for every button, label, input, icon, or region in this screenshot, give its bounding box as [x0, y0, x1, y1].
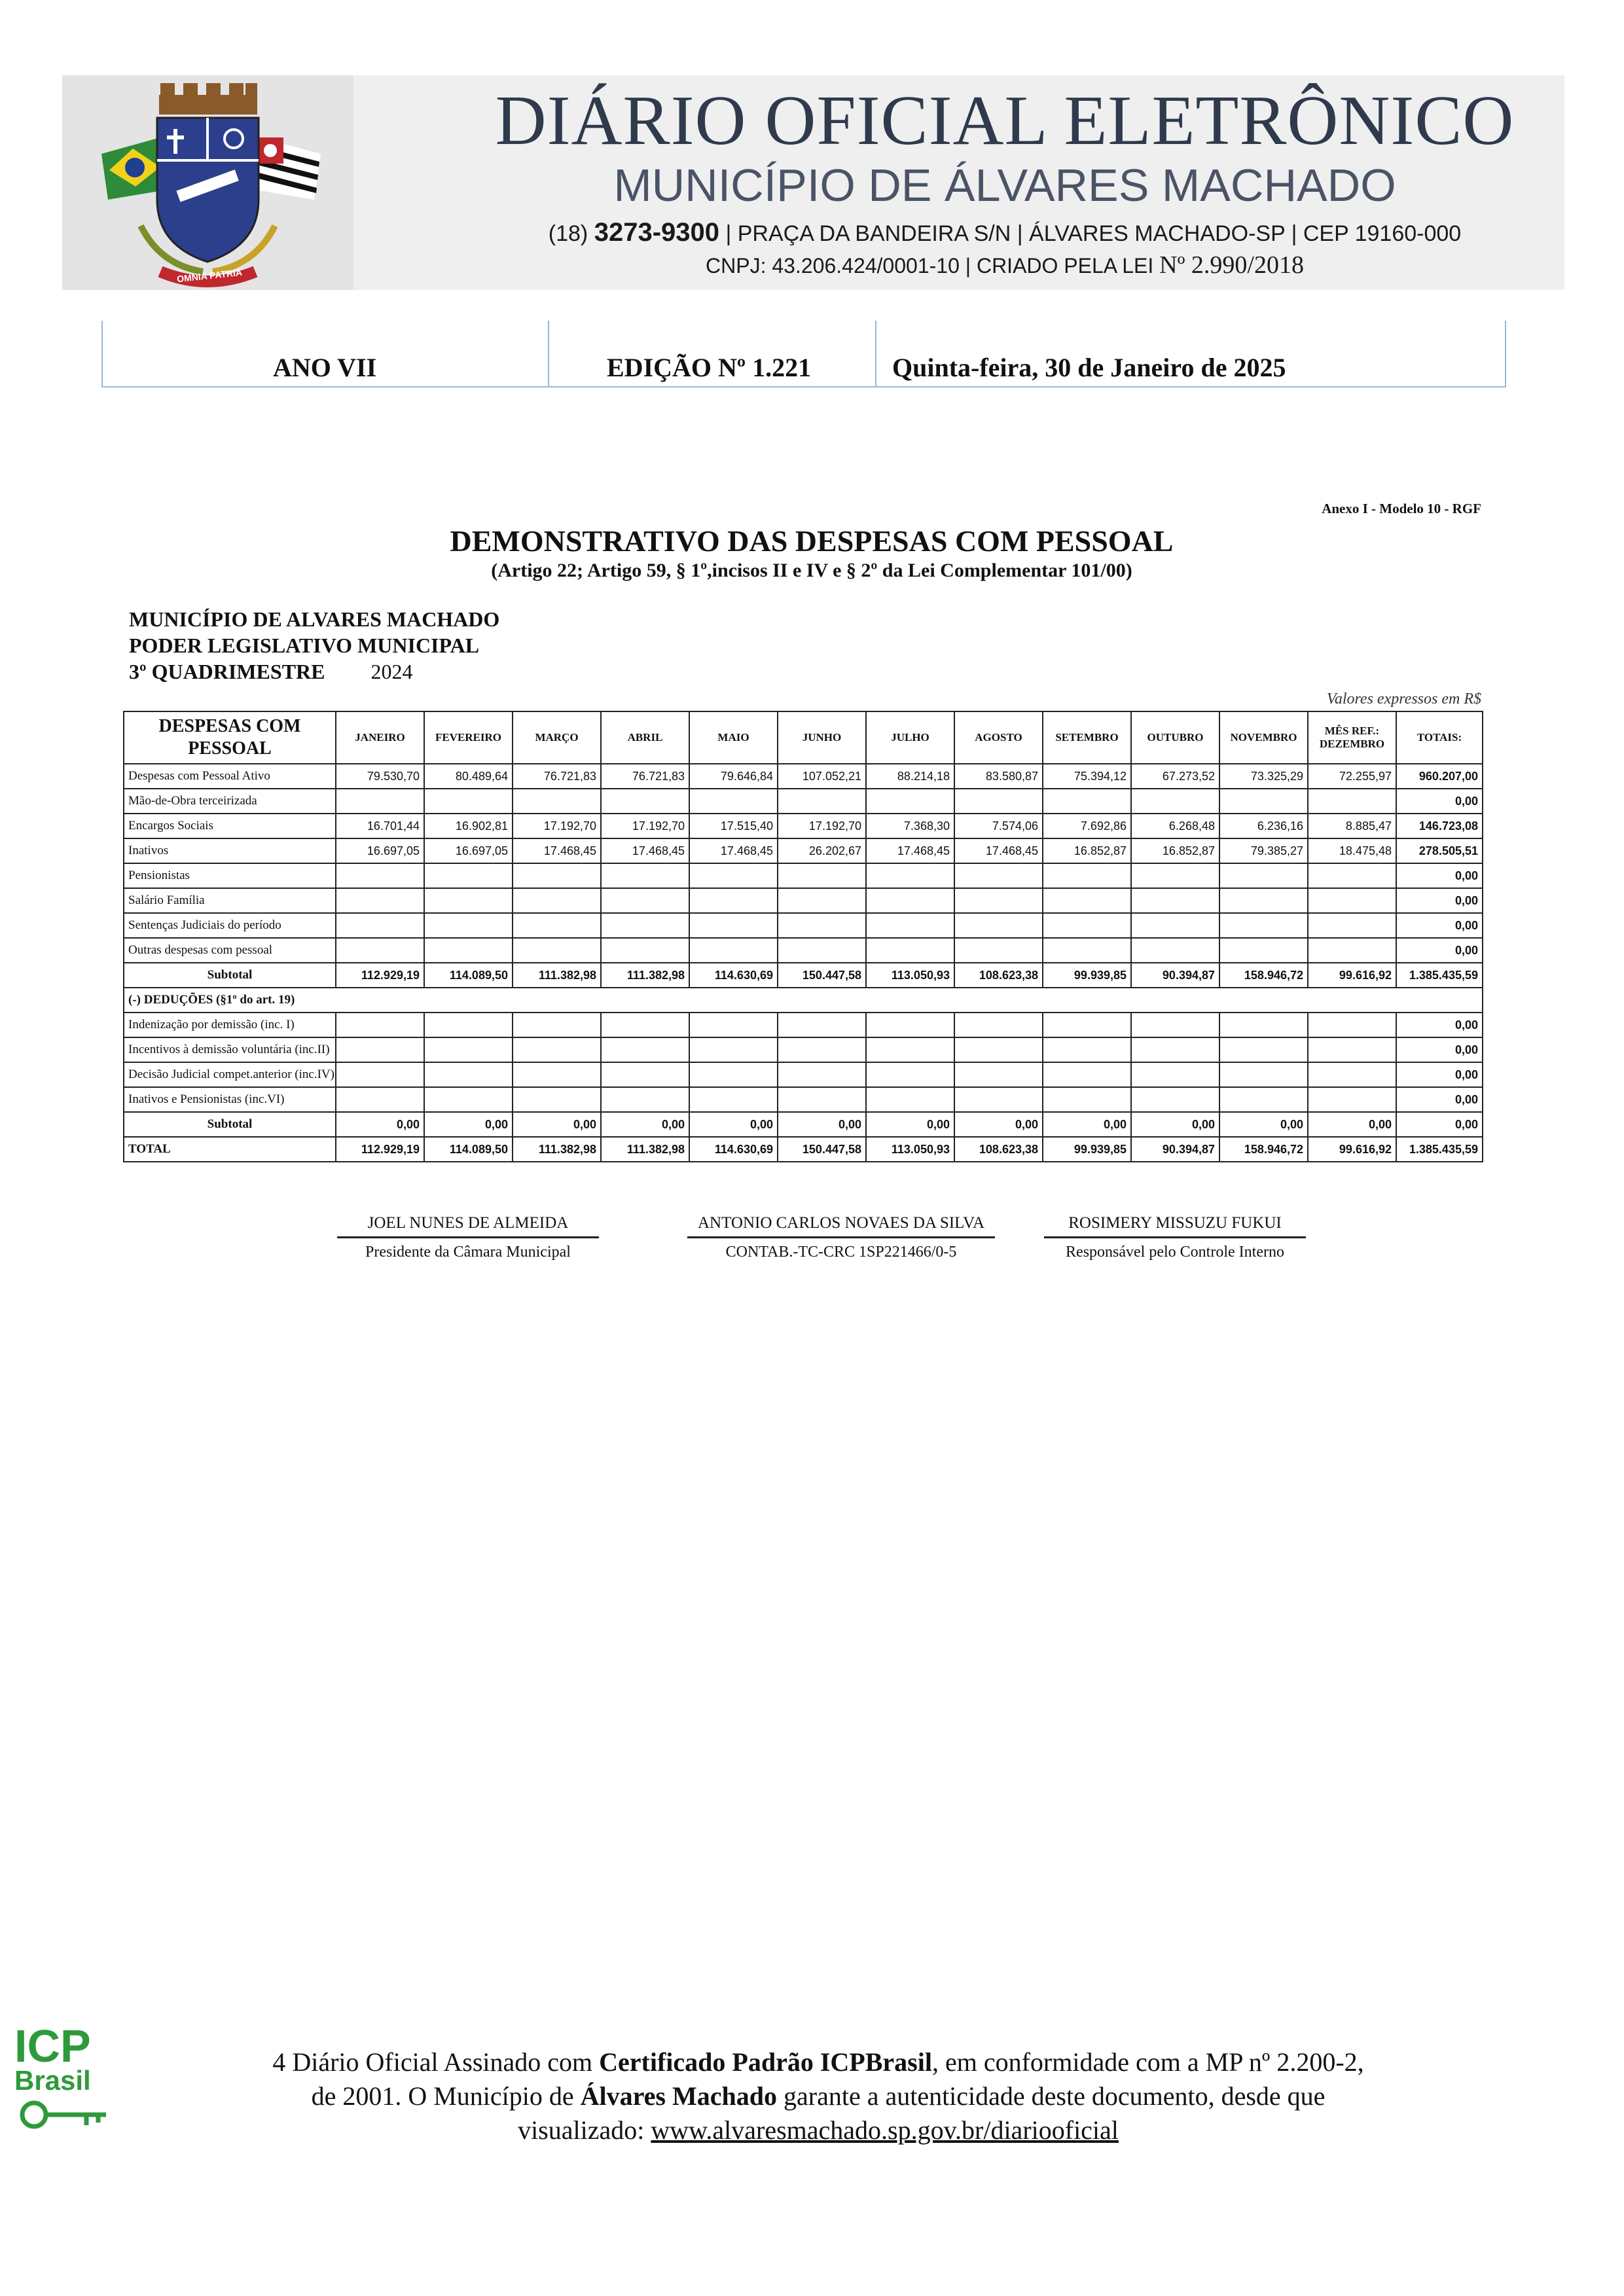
- table-cell: 114.089,50: [424, 963, 513, 988]
- table-cell: [336, 789, 424, 814]
- column-header: MÊS REF.: DEZEMBRO: [1308, 711, 1396, 764]
- table-cell: [336, 1037, 424, 1062]
- table-cell: 18.475,48: [1308, 838, 1396, 863]
- table-cell: 108.623,38: [954, 963, 1043, 988]
- table-cell: [689, 913, 778, 938]
- address: | PRAÇA DA BANDEIRA S/N | ÁLVARES MACHADO-SP | CEP 19160-000: [725, 221, 1462, 246]
- table-cell: 0,00: [601, 1112, 689, 1137]
- table-cell: 16.852,87: [1043, 838, 1131, 863]
- table-cell: 114.630,69: [689, 1137, 778, 1162]
- signatory-name: JOEL NUNES DE ALMEIDA: [337, 1214, 599, 1238]
- row-label: Incentivos à demissão voluntária (inc.II): [124, 1037, 336, 1062]
- column-header: TOTAIS:: [1396, 711, 1483, 764]
- table-cell: [336, 913, 424, 938]
- table-cell: 80.489,64: [424, 764, 513, 789]
- table-cell: [1219, 1087, 1308, 1112]
- table-cell: [336, 863, 424, 888]
- table-cell: [778, 1062, 866, 1087]
- table-cell: [778, 1013, 866, 1037]
- signature-1: [337, 1214, 599, 1261]
- table-cell: [689, 1013, 778, 1037]
- table-cell: [778, 938, 866, 963]
- table-cell: [778, 1087, 866, 1112]
- row-label: Inativos: [124, 838, 336, 863]
- table-cell: [1219, 789, 1308, 814]
- table-cell: [1131, 888, 1219, 913]
- table-cell: 17.515,40: [689, 814, 778, 838]
- table-cell: [1131, 1013, 1219, 1037]
- table-cell: [1131, 863, 1219, 888]
- table-cell: 7.368,30: [866, 814, 954, 838]
- table-cell: 79.530,70: [336, 764, 424, 789]
- row-label: Outras despesas com pessoal: [124, 938, 336, 963]
- period-year: 2024: [370, 660, 413, 683]
- table-cell: 16.701,44: [336, 814, 424, 838]
- annex-label: Anexo I - Modelo 10 - RGF: [1322, 501, 1481, 516]
- subtotal-row: [124, 1112, 1483, 1137]
- row-label: Decisão Judicial compet.anterior (inc.IV): [124, 1062, 336, 1087]
- table-cell: [778, 789, 866, 814]
- table-cell: 17.192,70: [601, 814, 689, 838]
- row-total-cell: 0,00: [1396, 913, 1483, 938]
- footer-text: visualizado:: [518, 2115, 651, 2145]
- table-cell: [424, 1062, 513, 1087]
- footer-notice: [196, 2045, 1440, 2147]
- table-cell: [336, 1062, 424, 1087]
- table-cell: 0,00: [1131, 1112, 1219, 1137]
- table-cell: [866, 938, 954, 963]
- table-cell: [1131, 913, 1219, 938]
- table-row: [124, 938, 1483, 963]
- table-cell: 17.468,45: [601, 838, 689, 863]
- column-header-category: DESPESAS COM PESSOAL: [124, 711, 336, 764]
- table-cell: [424, 888, 513, 913]
- table-cell: [424, 1037, 513, 1062]
- masthead: [62, 75, 1564, 290]
- table-row: [124, 863, 1483, 888]
- table-cell: [336, 1087, 424, 1112]
- table-cell: 158.946,72: [1219, 963, 1308, 988]
- table-cell: 111.382,98: [513, 1137, 601, 1162]
- phone-prefix: (18): [548, 221, 588, 246]
- row-total-cell: 1.385.435,59: [1396, 1137, 1483, 1162]
- table-cell: [866, 1087, 954, 1112]
- table-cell: 76.721,83: [513, 764, 601, 789]
- row-label: Inativos e Pensionistas (inc.VI): [124, 1087, 336, 1112]
- table-cell: [601, 913, 689, 938]
- table-cell: 6.236,16: [1219, 814, 1308, 838]
- table-cell: [866, 1037, 954, 1062]
- table-cell: [513, 789, 601, 814]
- table-cell: [1131, 1062, 1219, 1087]
- phone-number: 3273-9300: [594, 218, 719, 247]
- table-cell: [1219, 1037, 1308, 1062]
- table-cell: 0,00: [513, 1112, 601, 1137]
- municipality: MUNICÍPIO DE ALVARES MACHADO: [129, 607, 500, 631]
- column-header: MAIO: [689, 711, 778, 764]
- table-cell: [689, 863, 778, 888]
- expenses-table: [123, 711, 1483, 1162]
- column-header: SETEMBRO: [1043, 711, 1131, 764]
- table-cell: [689, 888, 778, 913]
- table-cell: 72.255,97: [1308, 764, 1396, 789]
- key-icon: [14, 2095, 113, 2134]
- table-cell: [954, 1037, 1043, 1062]
- deduction-row: [124, 1037, 1483, 1062]
- period-label: 3º QUADRIMESTRE: [129, 660, 325, 683]
- table-cell: [689, 1087, 778, 1112]
- table-cell: [866, 789, 954, 814]
- footer-text-bold: Certificado Padrão ICPBrasil: [599, 2047, 932, 2077]
- table-cell: [778, 1037, 866, 1062]
- table-cell: [1219, 1013, 1308, 1037]
- deduction-row: [124, 1062, 1483, 1087]
- table-cell: 112.929,19: [336, 1137, 424, 1162]
- row-total-cell: 0,00: [1396, 789, 1483, 814]
- table-cell: 7.692,86: [1043, 814, 1131, 838]
- table-cell: 88.214,18: [866, 764, 954, 789]
- table-cell: [778, 913, 866, 938]
- table-cell: [778, 863, 866, 888]
- table-cell: [1308, 1087, 1396, 1112]
- table-cell: [1131, 1037, 1219, 1062]
- row-label: Subtotal: [124, 963, 336, 988]
- entity: PODER LEGISLATIVO MUNICIPAL: [129, 634, 480, 657]
- subtotal-row: [124, 963, 1483, 988]
- table-cell: [424, 789, 513, 814]
- table-cell: 108.623,38: [954, 1137, 1043, 1162]
- table-cell: [513, 1037, 601, 1062]
- row-label: Salário Família: [124, 888, 336, 913]
- brasil-logo-text: Brasil: [14, 2065, 91, 2096]
- table-cell: [954, 1062, 1043, 1087]
- signatory-name: ROSIMERY MISSUZU FUKUI: [1044, 1214, 1306, 1238]
- row-label: TOTAL: [124, 1137, 336, 1162]
- table-cell: 99.616,92: [1308, 963, 1396, 988]
- table-cell: 99.939,85: [1043, 1137, 1131, 1162]
- table-cell: 67.273,52: [1131, 764, 1219, 789]
- table-cell: [689, 1062, 778, 1087]
- column-header: FEVEREIRO: [424, 711, 513, 764]
- report-title: DEMONSTRATIVO DAS DESPESAS COM PESSOAL: [450, 524, 1174, 558]
- row-label: Sentenças Judiciais do período: [124, 913, 336, 938]
- row-total-cell: 146.723,08: [1396, 814, 1483, 838]
- table-cell: 26.202,67: [778, 838, 866, 863]
- table-cell: [336, 1013, 424, 1037]
- column-header: JANEIRO: [336, 711, 424, 764]
- row-total-cell: 0,00: [1396, 888, 1483, 913]
- table-cell: [1043, 863, 1131, 888]
- table-cell: 114.089,50: [424, 1137, 513, 1162]
- table-cell: 150.447,58: [778, 963, 866, 988]
- table-cell: 7.574,06: [954, 814, 1043, 838]
- table-cell: 76.721,83: [601, 764, 689, 789]
- table-cell: 99.616,92: [1308, 1137, 1396, 1162]
- table-cell: 0,00: [424, 1112, 513, 1137]
- row-total-cell: 278.505,51: [1396, 838, 1483, 863]
- table-cell: [954, 863, 1043, 888]
- table-cell: 107.052,21: [778, 764, 866, 789]
- column-header: NOVEMBRO: [1219, 711, 1308, 764]
- masthead-cnpj: [448, 251, 1561, 279]
- table-cell: 17.468,45: [689, 838, 778, 863]
- table-row: [124, 764, 1483, 789]
- table-cell: 0,00: [954, 1112, 1043, 1137]
- cnpj: CNPJ: 43.206.424/0001-10 | CRIADO PELA LEI: [706, 254, 1154, 278]
- row-total-cell: 0,00: [1396, 938, 1483, 963]
- table-cell: [1219, 863, 1308, 888]
- table-cell: 111.382,98: [601, 1137, 689, 1162]
- table-cell: 16.697,05: [424, 838, 513, 863]
- footer-text: Diário Oficial Assinado com: [285, 2047, 600, 2077]
- deductions-header-row: [124, 988, 1483, 1013]
- table-cell: [1308, 888, 1396, 913]
- table-cell: 79.385,27: [1219, 838, 1308, 863]
- table-cell: 90.394,87: [1131, 963, 1219, 988]
- table-cell: [601, 938, 689, 963]
- table-cell: [1308, 863, 1396, 888]
- table-cell: [954, 789, 1043, 814]
- table-cell: [513, 1087, 601, 1112]
- signature-2: [687, 1214, 995, 1261]
- table-cell: 113.050,93: [866, 1137, 954, 1162]
- signatory-role: Responsável pelo Controle Interno: [1066, 1244, 1284, 1261]
- period: [129, 660, 412, 684]
- row-label: Pensionistas: [124, 863, 336, 888]
- row-label: Despesas com Pessoal Ativo: [124, 764, 336, 789]
- table-cell: [1131, 1087, 1219, 1112]
- table-cell: [778, 888, 866, 913]
- table-cell: [336, 938, 424, 963]
- table-cell: 17.468,45: [866, 838, 954, 863]
- table-cell: [1219, 938, 1308, 963]
- row-total-cell: 1.385.435,59: [1396, 963, 1483, 988]
- column-header: JULHO: [866, 711, 954, 764]
- row-total-cell: 0,00: [1396, 1037, 1483, 1062]
- table-cell: 99.939,85: [1043, 963, 1131, 988]
- table-cell: [866, 1013, 954, 1037]
- row-total-cell: 0,00: [1396, 1013, 1483, 1037]
- table-cell: [1043, 913, 1131, 938]
- table-cell: [689, 1037, 778, 1062]
- row-label: Mão-de-Obra terceirizada: [124, 789, 336, 814]
- table-cell: [601, 789, 689, 814]
- table-cell: [424, 913, 513, 938]
- values-note: Valores expressos em R$: [1326, 691, 1481, 708]
- table-cell: 0,00: [689, 1112, 778, 1137]
- table-cell: 0,00: [336, 1112, 424, 1137]
- table-cell: [424, 1087, 513, 1112]
- table-cell: 16.697,05: [336, 838, 424, 863]
- table-cell: 0,00: [1043, 1112, 1131, 1137]
- table-cell: 75.394,12: [1043, 764, 1131, 789]
- column-header: AGOSTO: [954, 711, 1043, 764]
- table-cell: 73.325,29: [1219, 764, 1308, 789]
- row-label: Indenização por demissão (inc. I): [124, 1013, 336, 1037]
- table-row: [124, 913, 1483, 938]
- table-cell: 150.447,58: [778, 1137, 866, 1162]
- law-number: Nº 2.990/2018: [1159, 251, 1304, 279]
- table-cell: [1043, 938, 1131, 963]
- table-cell: [954, 1087, 1043, 1112]
- edition-number: EDIÇÃO Nº 1.221: [607, 353, 812, 382]
- edition-date: Quinta-feira, 30 de Janeiro de 2025: [892, 353, 1286, 382]
- table-row: [124, 789, 1483, 814]
- deductions-header: (-) DEDUÇÕES (§1º do art. 19): [124, 988, 1483, 1013]
- table-row: [124, 888, 1483, 913]
- table-cell: 158.946,72: [1219, 1137, 1308, 1162]
- table-cell: [1043, 1062, 1131, 1087]
- signatory-role: Presidente da Câmara Municipal: [365, 1244, 571, 1261]
- table-row: [124, 838, 1483, 863]
- table-cell: 0,00: [778, 1112, 866, 1137]
- table-cell: [1219, 888, 1308, 913]
- footer-text: , em conformidade com a MP nº 2.200-2,: [931, 2047, 1364, 2077]
- table-cell: [1219, 1062, 1308, 1087]
- icp-brasil-logo: [14, 2020, 113, 2137]
- masthead-title: DIÁRIO OFICIAL ELETRÔNICO: [495, 82, 1515, 160]
- table-cell: [513, 1062, 601, 1087]
- table-cell: [954, 938, 1043, 963]
- table-cell: [601, 1087, 689, 1112]
- table-cell: 0,00: [866, 1112, 954, 1137]
- table-cell: [1308, 913, 1396, 938]
- signatory-role: CONTAB.-TC-CRC 1SP221466/0-5: [725, 1244, 957, 1261]
- deduction-row: [124, 1087, 1483, 1112]
- table-cell: [1131, 789, 1219, 814]
- table-cell: 113.050,93: [866, 963, 954, 988]
- table-header-row: [124, 711, 1483, 764]
- table-cell: 17.468,45: [513, 838, 601, 863]
- signature-3: [1044, 1214, 1306, 1261]
- table-cell: [689, 789, 778, 814]
- table-cell: 111.382,98: [601, 963, 689, 988]
- table-cell: [513, 938, 601, 963]
- footer-text: garante a autenticidade deste documento, desde que: [777, 2081, 1326, 2111]
- table-row: [124, 814, 1483, 838]
- table-cell: 79.646,84: [689, 764, 778, 789]
- table-cell: [954, 913, 1043, 938]
- table-cell: [601, 1062, 689, 1087]
- report-subtitle: (Artigo 22; Artigo 59, § 1º,incisos II e IV e § 2º da Lei Complementar 101/00): [491, 560, 1132, 581]
- table-cell: [1043, 1037, 1131, 1062]
- table-cell: 17.468,45: [954, 838, 1043, 863]
- crest-motto: OMNIA PATRIA: [176, 266, 243, 285]
- row-label: Subtotal: [124, 1112, 336, 1137]
- masthead-subtitle: MUNICÍPIO DE ÁLVARES MACHADO: [613, 160, 1396, 211]
- deduction-row: [124, 1013, 1483, 1037]
- table-cell: [954, 1013, 1043, 1037]
- table-cell: [689, 938, 778, 963]
- table-cell: 0,00: [1308, 1112, 1396, 1137]
- table-cell: [1219, 913, 1308, 938]
- table-cell: [424, 1013, 513, 1037]
- table-cell: 83.580,87: [954, 764, 1043, 789]
- table-cell: [1043, 789, 1131, 814]
- table-cell: 6.268,48: [1131, 814, 1219, 838]
- table-cell: 17.192,70: [778, 814, 866, 838]
- table-cell: [513, 863, 601, 888]
- table-cell: [601, 1037, 689, 1062]
- table-cell: [1308, 1062, 1396, 1087]
- masthead-contact: [448, 218, 1561, 247]
- table-cell: [601, 1013, 689, 1037]
- column-header: JUNHO: [778, 711, 866, 764]
- table-cell: [424, 938, 513, 963]
- row-total-cell: 0,00: [1396, 1112, 1483, 1137]
- row-total-cell: 0,00: [1396, 1087, 1483, 1112]
- table-cell: 90.394,87: [1131, 1137, 1219, 1162]
- coat-of-arms-icon: [62, 75, 353, 290]
- table-cell: [601, 888, 689, 913]
- table-cell: [1131, 938, 1219, 963]
- row-total-cell: 960.207,00: [1396, 764, 1483, 789]
- table-cell: 112.929,19: [336, 963, 424, 988]
- table-cell: [866, 863, 954, 888]
- table-cell: [866, 913, 954, 938]
- table-cell: 17.192,70: [513, 814, 601, 838]
- table-cell: [513, 913, 601, 938]
- divider: [875, 321, 876, 386]
- table-cell: [954, 888, 1043, 913]
- table-cell: [866, 888, 954, 913]
- row-total-cell: 0,00: [1396, 863, 1483, 888]
- table-cell: [513, 1013, 601, 1037]
- column-header: OUTUBRO: [1131, 711, 1219, 764]
- edition-year: ANO VII: [273, 353, 377, 382]
- table-cell: [866, 1062, 954, 1087]
- table-cell: 111.382,98: [513, 963, 601, 988]
- table-cell: [1043, 888, 1131, 913]
- row-label: Encargos Sociais: [124, 814, 336, 838]
- signatory-name: ANTONIO CARLOS NOVAES DA SILVA: [687, 1214, 995, 1238]
- table-cell: [336, 888, 424, 913]
- table-cell: [1043, 1087, 1131, 1112]
- table-cell: [1308, 789, 1396, 814]
- table-cell: [1308, 1037, 1396, 1062]
- table-cell: [1043, 1013, 1131, 1037]
- diario-url-link[interactable]: www.alvaresmachado.sp.gov.br/diariooficial: [651, 2115, 1119, 2145]
- edition-bar: [101, 321, 1506, 387]
- table-cell: 16.902,81: [424, 814, 513, 838]
- page-number: 4: [272, 2047, 286, 2077]
- table-body: [124, 764, 1483, 1162]
- table-cell: [601, 863, 689, 888]
- table-cell: 0,00: [1219, 1112, 1308, 1137]
- table-cell: [1308, 1013, 1396, 1037]
- footer-text-bold: Álvares Machado: [580, 2081, 777, 2111]
- table-cell: [513, 888, 601, 913]
- table-cell: 8.885,47: [1308, 814, 1396, 838]
- icp-logo-text: ICP: [14, 2020, 91, 2072]
- table-cell: 16.852,87: [1131, 838, 1219, 863]
- total-row: [124, 1137, 1483, 1162]
- municipal-crest: [62, 75, 353, 290]
- column-header: MARÇO: [513, 711, 601, 764]
- footer-text: de 2001. O Município de: [311, 2081, 581, 2111]
- table-cell: 114.630,69: [689, 963, 778, 988]
- divider: [548, 321, 549, 386]
- table-cell: [1308, 938, 1396, 963]
- table-cell: [424, 863, 513, 888]
- row-total-cell: 0,00: [1396, 1062, 1483, 1087]
- column-header: ABRIL: [601, 711, 689, 764]
